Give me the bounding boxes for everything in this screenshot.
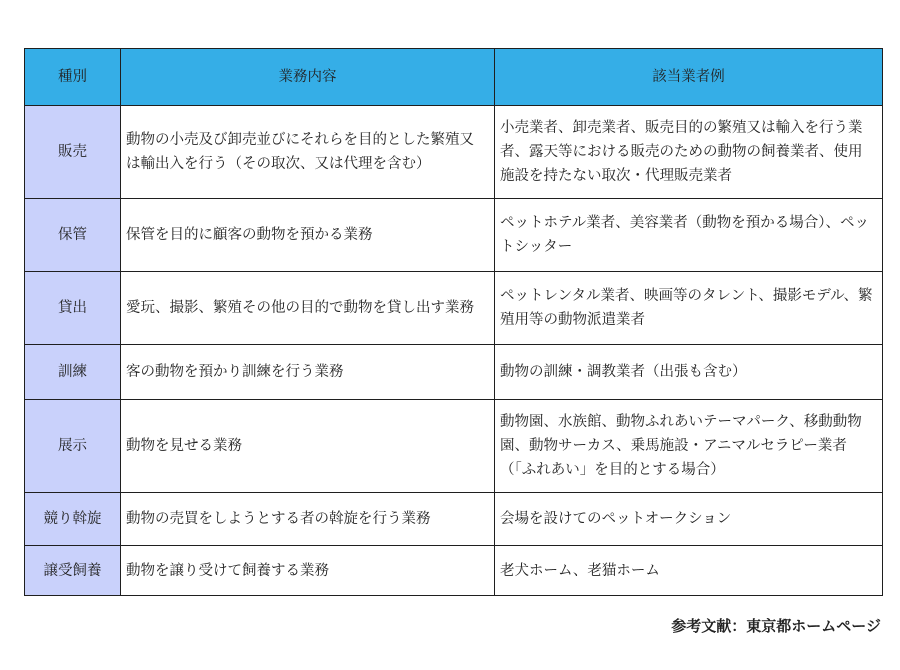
reference-source: 参考文献：東京都ホームページ bbox=[671, 617, 881, 635]
table-row bbox=[25, 546, 883, 596]
business-types-table bbox=[24, 48, 883, 596]
content-cell: 動物を譲り受けて飼養する業務 bbox=[121, 546, 495, 596]
header-examples: 該当業者例 bbox=[495, 49, 883, 106]
header-kind: 種別 bbox=[25, 49, 121, 106]
content-cell: 動物の小売及び卸売並びにそれらを目的とした繁殖又は輸出入を行う（その取次、又は代理を含む） bbox=[121, 106, 495, 199]
content-cell: 動物の売買をしようとする者の斡旋を行う業務 bbox=[121, 493, 495, 546]
table-row bbox=[25, 272, 883, 345]
kind-cell: 貸出 bbox=[25, 272, 121, 345]
examples-cell: ペットホテル業者、美容業者（動物を預かる場合）、ペットシッター bbox=[495, 199, 883, 272]
examples-cell: 老犬ホーム、老猫ホーム bbox=[495, 546, 883, 596]
content-cell: 愛玩、撮影、繁殖その他の目的で動物を貸し出す業務 bbox=[121, 272, 495, 345]
examples-cell: 小売業者、卸売業者、販売目的の繁殖又は輸入を行う業者、露天等における販売のための動物の飼養業者、使用施設を持たない取次・代理販売業者 bbox=[495, 106, 883, 199]
examples-cell: 動物の訓練・調教業者（出張も含む） bbox=[495, 345, 883, 400]
kind-cell: 競り斡旋 bbox=[25, 493, 121, 546]
table-row bbox=[25, 493, 883, 546]
content-cell: 客の動物を預かり訓練を行う業務 bbox=[121, 345, 495, 400]
table-row bbox=[25, 199, 883, 272]
table-row bbox=[25, 106, 883, 199]
kind-cell: 販売 bbox=[25, 106, 121, 199]
content-cell: 保管を目的に顧客の動物を預かる業務 bbox=[121, 199, 495, 272]
kind-cell: 保管 bbox=[25, 199, 121, 272]
examples-cell: ペットレンタル業者、映画等のタレント、撮影モデル、繁殖用等の動物派遣業者 bbox=[495, 272, 883, 345]
table-row bbox=[25, 400, 883, 493]
kind-cell: 譲受飼養 bbox=[25, 546, 121, 596]
kind-cell: 展示 bbox=[25, 400, 121, 493]
content-cell: 動物を見せる業務 bbox=[121, 400, 495, 493]
kind-cell: 訓練 bbox=[25, 345, 121, 400]
table-row bbox=[25, 345, 883, 400]
examples-cell: 会場を設けてのペットオークション bbox=[495, 493, 883, 546]
header-content: 業務内容 bbox=[121, 49, 495, 106]
table-header-row bbox=[25, 49, 883, 106]
examples-cell: 動物園、水族館、動物ふれあいテーマパーク、移動動物園、動物サーカス、乗馬施設・アニマルセラピー業者（「ふれあい」を目的とする場合） bbox=[495, 400, 883, 493]
